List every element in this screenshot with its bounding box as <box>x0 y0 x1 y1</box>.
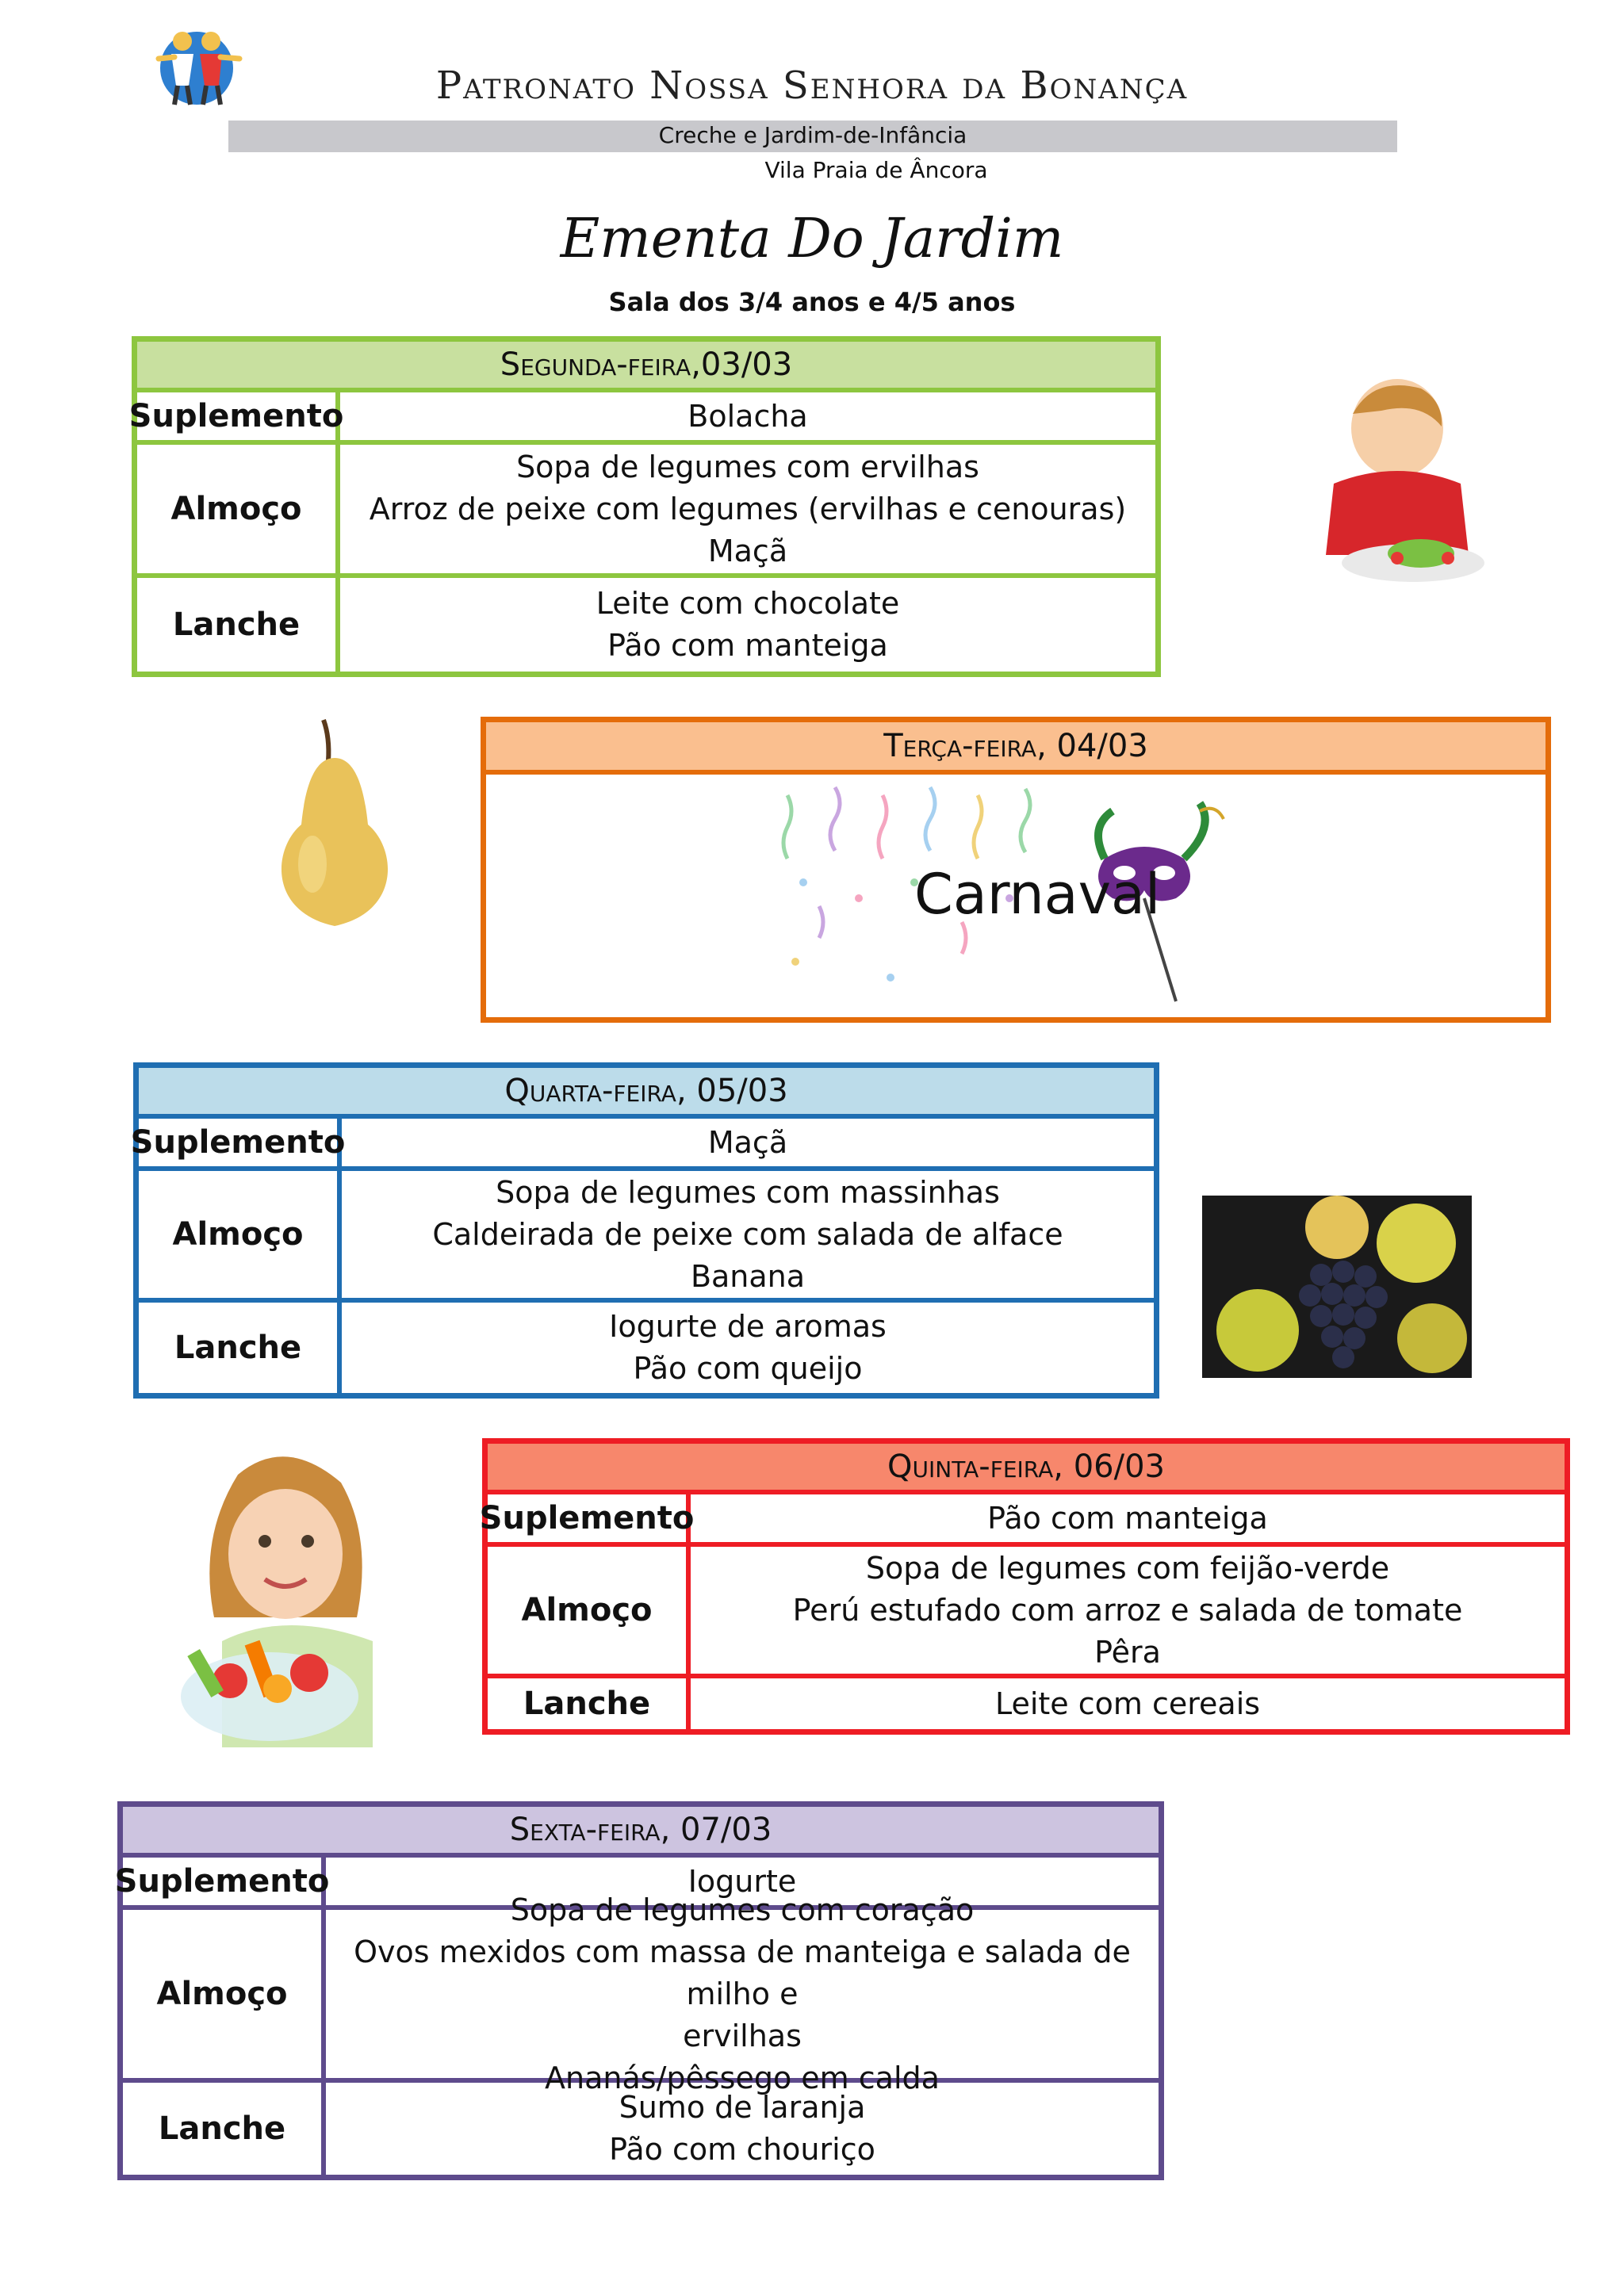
pear-image <box>257 714 412 936</box>
menu-line: Pão com chouriço <box>609 2132 875 2167</box>
label-almoco: Almoço <box>137 445 340 573</box>
menu-line: Caldeirada de peixe com salada de alface <box>432 1216 1063 1252</box>
menu-line: Leite com cereais <box>994 1686 1261 1721</box>
menu-line: Sopa de legumes com ervilhas <box>516 449 979 484</box>
menu-subtitle: Sala dos 3/4 anos e 4/5 anos <box>608 287 1016 317</box>
value-lanche <box>691 1678 1565 1729</box>
menu-table-tuesday <box>481 717 1551 1023</box>
day-header <box>137 342 1155 392</box>
menu-title: Ementa Do Jardim <box>560 208 1064 270</box>
day-date: , 06/03 <box>1053 1448 1165 1485</box>
value-lanche <box>340 578 1155 672</box>
org-title: Patronato Nossa Senhora da Bonança <box>435 63 1189 108</box>
day-header <box>486 722 1545 775</box>
row-almoco <box>123 1892 1159 2095</box>
boy-with-salad-image <box>1302 365 1484 588</box>
menu-table-friday <box>114 1801 1164 2180</box>
label-suplemento: Suplemento <box>137 392 340 440</box>
value-almoco <box>340 445 1155 573</box>
menu-line: Banana <box>690 1258 806 1294</box>
menu-table-monday <box>128 336 1161 677</box>
row-lanche <box>488 1678 1565 1729</box>
value-suplemento <box>691 1494 1565 1542</box>
label-suplemento: Suplemento <box>139 1119 342 1166</box>
label-lanche: Lanche <box>139 1303 342 1393</box>
menu-line: Maçã <box>707 533 788 568</box>
menu-line: Ovos mexidos com massa de manteiga e salada de milho e <box>354 1934 1131 2011</box>
day-name: Quinta-feira <box>887 1448 1054 1485</box>
label-lanche: Lanche <box>123 2083 326 2175</box>
day-date: , 04/03 <box>1036 728 1148 764</box>
value-almoco <box>326 1892 1159 2095</box>
fruit-image <box>1202 1196 1472 1378</box>
label-almoco: Almoço <box>123 1910 326 2078</box>
row-almoco <box>488 1547 1565 1678</box>
menu-line: Pão com manteiga <box>987 1500 1268 1536</box>
day-date: , 07/03 <box>660 1812 772 1848</box>
subtitle: Creche e Jardim-de-Infância <box>658 122 967 148</box>
value-suplemento <box>342 1119 1154 1166</box>
menu-line: Leite com chocolate <box>596 586 900 621</box>
row-lanche <box>139 1303 1154 1393</box>
day-date: , 05/03 <box>676 1073 788 1109</box>
row-suplemento <box>128 392 1155 445</box>
menu-line: Pêra <box>1094 1634 1161 1670</box>
location: Vila Praia de Âncora <box>764 157 988 183</box>
row-almoco <box>139 1171 1154 1303</box>
menu-line: Pão com manteiga <box>607 628 888 663</box>
menu-line: Pão com queijo <box>633 1351 863 1386</box>
menu-line: Bolacha <box>688 398 808 434</box>
day-header <box>488 1444 1565 1494</box>
day-date: ,03/03 <box>691 346 793 383</box>
value-almoco <box>691 1547 1565 1674</box>
menu-line: Sopa de legumes com coração <box>510 1892 975 1927</box>
row-lanche <box>137 578 1155 672</box>
girl-with-vegetables-image <box>167 1443 385 1747</box>
label-lanche: Lanche <box>488 1678 691 1729</box>
day-name: Segunda-feira <box>500 346 691 383</box>
day-name: Terça-feira <box>883 728 1037 764</box>
day-header <box>123 1807 1159 1858</box>
menu-line: Sumo de laranja <box>619 2090 866 2125</box>
value-suplemento <box>340 392 1155 440</box>
row-almoco <box>137 445 1155 578</box>
carnaval-text: Carnaval <box>914 862 1161 927</box>
menu-line: Perú estufado com arroz e salada de tomate <box>792 1592 1463 1628</box>
day-name: Quarta-feira <box>504 1073 676 1109</box>
menu-table-wednesday <box>130 1062 1159 1399</box>
carnaval-banner <box>486 775 1545 1017</box>
menu-line: Sopa de legumes com feijão-verde <box>865 1550 1390 1586</box>
label-almoco: Almoço <box>488 1547 691 1674</box>
label-suplemento: Suplemento <box>488 1494 691 1542</box>
menu-line: Iogurte <box>688 1863 797 1899</box>
menu-line: Maçã <box>707 1124 788 1160</box>
menu-line: Iogurte de aromas <box>609 1309 887 1344</box>
value-lanche <box>342 1303 1154 1393</box>
row-suplemento <box>130 1119 1154 1171</box>
value-lanche <box>326 2083 1159 2175</box>
menu-line: Ananás/pêssego em calda <box>545 2060 940 2095</box>
menu-line: ervilhas <box>683 2018 802 2053</box>
menu-table-thursday <box>479 1438 1570 1735</box>
label-almoco: Almoço <box>139 1171 342 1298</box>
menu-line: Arroz de peixe com legumes (ervilhas e cenouras) <box>369 491 1127 526</box>
label-suplemento: Suplemento <box>123 1858 326 1905</box>
menu-line: Sopa de legumes com massinhas <box>496 1174 1000 1210</box>
value-almoco <box>342 1171 1154 1298</box>
day-header <box>139 1068 1154 1119</box>
label-lanche: Lanche <box>137 578 340 672</box>
row-suplemento <box>479 1494 1565 1547</box>
row-lanche <box>123 2083 1159 2175</box>
day-name: Sexta-feira <box>509 1812 661 1848</box>
